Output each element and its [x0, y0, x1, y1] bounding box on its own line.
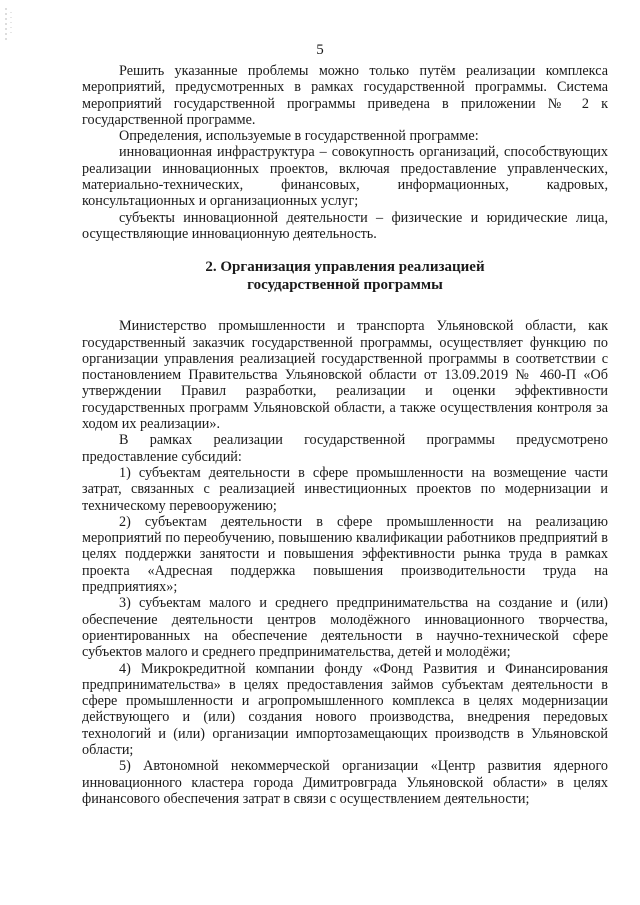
list-item: 2) субъектам деятельности в сфере промышленности на реализацию мероприятий по переобучению, повышению квалификации работников предприятий в целях поддержки занятости и повышения эффективности рынка труда в рамках проекта «Адресная поддержка повышения производительности труда на предприятиях»;	[82, 513, 608, 596]
document-body	[82, 63, 608, 807]
list-item: 3) субъектам малого и среднего предпринимательства на создание и (или) обеспечение деятельности центров молодёжного инновационного творчества, ориентированных на обеспечение деятельности в научно-технической сфере субъектов малого и среднего предпринимательства, детей и молодёжи;	[82, 595, 608, 661]
paragraph: инновационная инфраструктура – совокупность организаций, способствующих реализации инновационных проектов, включая предоставление управленческих, материально-технических, финансовых, информационных, кадровых, консультационных и организационных услуг;	[82, 144, 608, 210]
paragraph: Решить указанные проблемы можно только путём реализации комплекса мероприятий, предусмотренных в рамках государственной программы. Система мероприятий государственной программы приведена в приложении № 2 к государственной программе.	[82, 63, 608, 128]
paragraph: Определения, используемые в государственной программе:	[119, 128, 479, 145]
list-item: 1) субъектам деятельности в сфере промышленности на возмещение части затрат, связанных с реализацией инвестиционных проектов по модернизации и техническому перевооружению;	[82, 464, 608, 514]
paragraph: Министерство промышленности и транспорта Ульяновской области, как государственный заказчик государственной программы, осуществляет функцию по организации управления реализацией государственной программы в соответствии с постановлением Правительства Ульяновской области от 13.09.2019 № 460-П «Об утверждении Правил разработки, реализации и оценки эффективности государственных программ Ульяновской области, а также осуществления контроля за ходом их реализации».	[82, 318, 608, 433]
list-item: 4) Микрокредитной компании фонду «Фонд Развития и Финансирования предпринимательства» в целях предоставления займов субъектам деятельности в сфере промышленности и агропромышленного комплекса в целях модернизации действующего и (или) создания нового производства, внедрения передовых технологий и (или) организации импортозамещающих производств в Ульяновской области;	[82, 660, 608, 758]
list-item: 5) Автономной некоммерческой организации «Центр развития ядерного инновационного кластера города Димитровграда Ульяновской области» в целях финансового обеспечения затрат в связи с осуществлением деятельности;	[82, 758, 608, 807]
scan-margin-mark	[4, 4, 18, 44]
page-number: 5	[316, 42, 324, 58]
section-heading	[82, 258, 608, 294]
section-heading-line-2: государственной программы	[247, 277, 443, 294]
section-heading-line-1: 2. Организация управления реализацией	[205, 259, 485, 276]
paragraph: субъекты инновационной деятельности – физические и юридические лица, осуществляющие инновационную деятельность.	[82, 209, 608, 242]
paragraph: В рамках реализации государственной программы предусмотрено предоставление субсидий:	[82, 432, 608, 465]
